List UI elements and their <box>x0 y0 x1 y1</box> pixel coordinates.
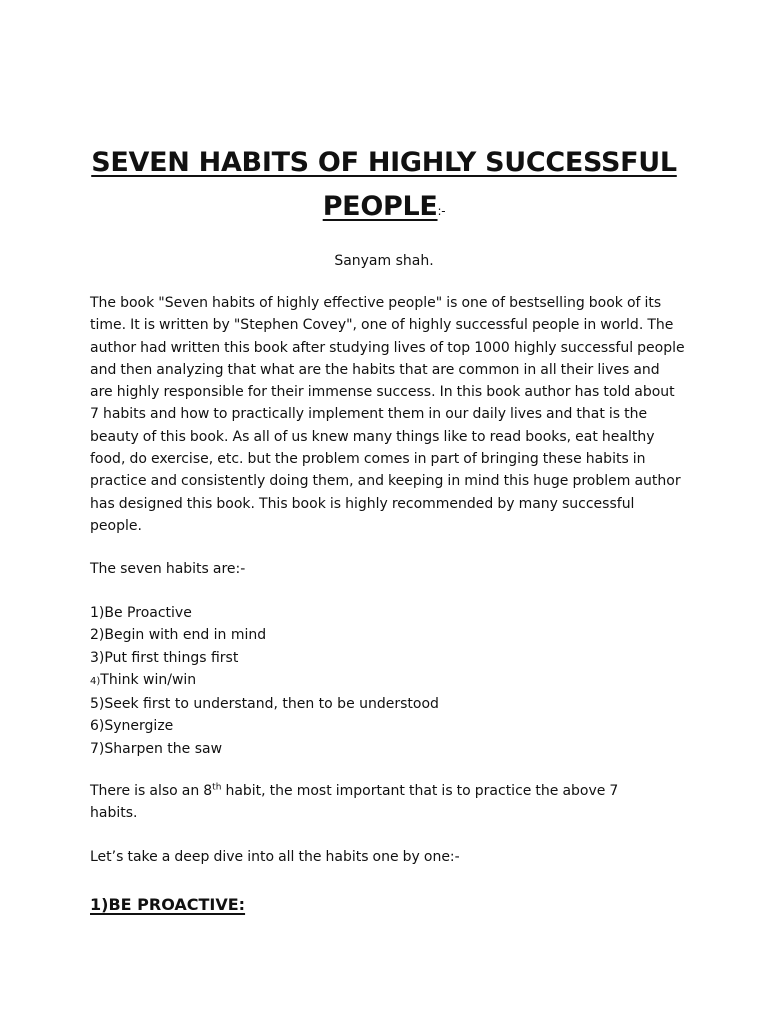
habit-number: 5) <box>90 696 105 713</box>
habit-number: 6) <box>90 718 105 735</box>
eighth-text-end: habit, the most important that is to practice the above 7 habits. <box>90 783 619 822</box>
eighth-habit-paragraph <box>90 780 650 825</box>
habit-text: Think win/win <box>100 671 197 688</box>
author-name: Sanyam shah. <box>334 253 434 269</box>
list-item <box>90 602 439 624</box>
intro-paragraph: The book "Seven habits of highly effective people" is one of bestselling book of its time. It is written by "Stephen Covey", one of highly successful people in world. The author had written this book after studying lives of top 1000 highly successful people and then analyzing that what are the habits that are common in all their lives and are highly responsible for their immense success. In this book author has told about 7 habits and how to practically implement them in our daily lives and that is the beauty of this book. As all of us knew many things like to read books, eat healthy food, do exercise, etc. but the problem comes in part of bringing these habits in practice and consistently doing them, and keeping in mind this huge problem author has designed this book. This book is highly recommended by many successful people. <box>90 295 685 534</box>
deep-dive-paragraph: Let’s take a deep dive into all the habits one by one:- <box>90 849 460 865</box>
list-item <box>90 647 439 669</box>
list-item <box>90 669 439 693</box>
habit-number: 1) <box>90 605 105 621</box>
habit-number: 7) <box>90 740 105 757</box>
title-text-line2: PEOPLE <box>322 191 438 222</box>
habit-number: 4) <box>90 675 101 687</box>
habit-number: 2) <box>90 627 105 644</box>
document-title-line2 <box>60 187 708 231</box>
eighth-text-start: There is also an 8 <box>90 783 213 799</box>
document-title-line1 <box>60 143 708 183</box>
list-item <box>90 738 439 760</box>
habit-list <box>90 602 439 760</box>
habit-text: Seek first to understand, then to be understood <box>104 696 439 713</box>
habit-text: Put first things first <box>104 649 239 666</box>
title-suffix: :- <box>437 204 446 218</box>
habit-text: Synergize <box>104 718 174 735</box>
list-item <box>90 624 439 646</box>
list-item <box>90 715 439 737</box>
habit-text: Sharpen the saw <box>104 740 223 757</box>
habits-heading: The seven habits are:- <box>90 561 246 577</box>
list-item <box>90 693 439 715</box>
habit-text: Begin with end in mind <box>104 627 267 644</box>
habit-number: 3) <box>90 649 105 666</box>
eighth-superscript: th <box>212 782 222 793</box>
section-heading-be-proactive: 1)BE PROACTIVE: <box>90 895 246 914</box>
habit-text: Be Proactive <box>104 605 192 621</box>
title-text-line1: SEVEN HABITS OF HIGHLY SUCCESSFUL <box>91 147 677 178</box>
